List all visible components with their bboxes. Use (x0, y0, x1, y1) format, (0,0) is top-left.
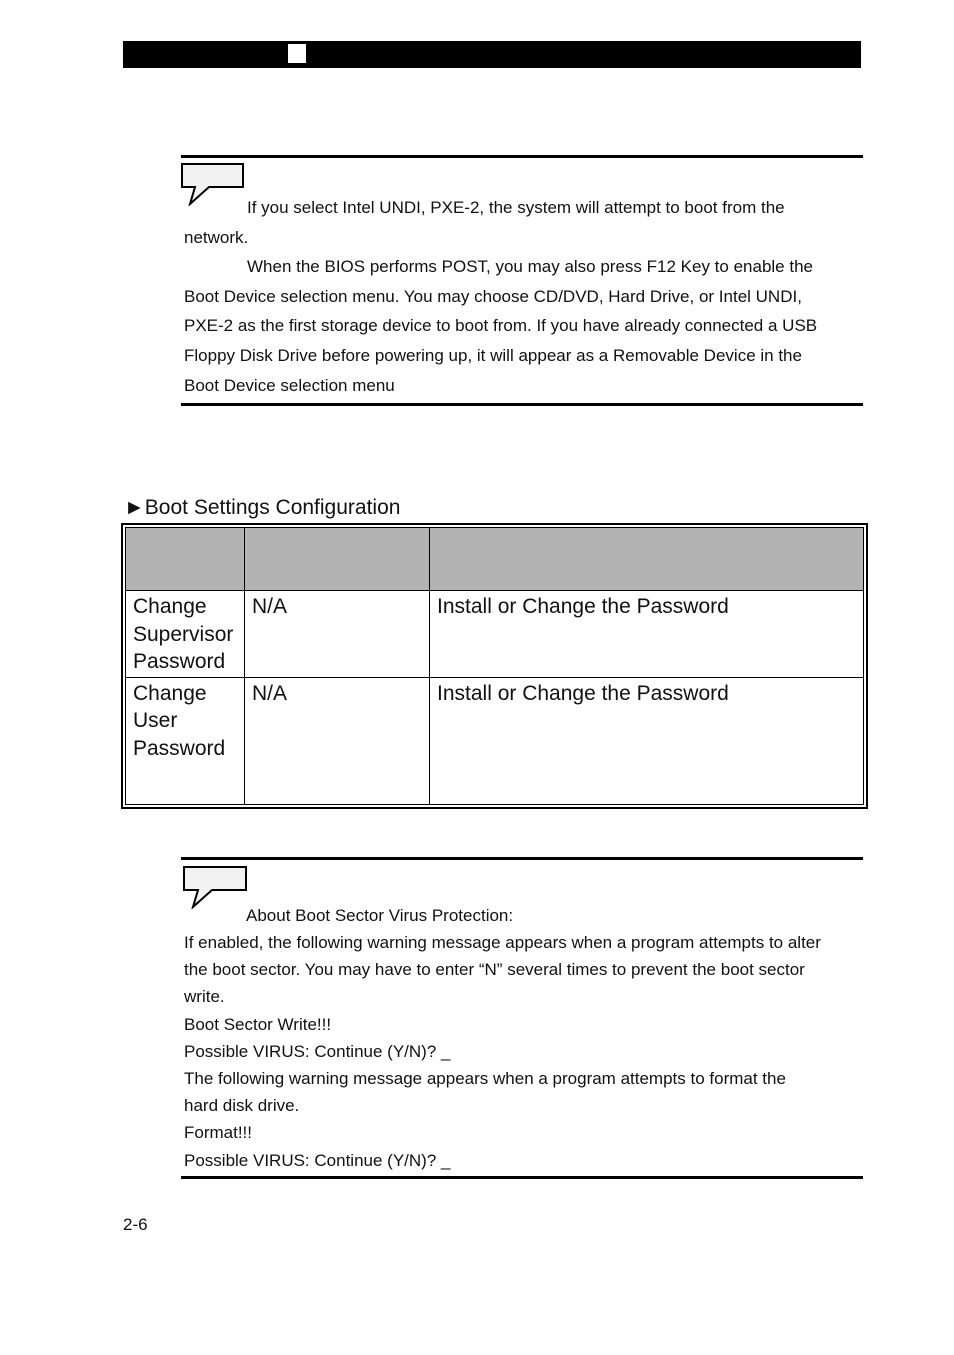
table-header-cell (245, 528, 430, 591)
table-cell-item: Change User Password (126, 677, 245, 804)
boot-settings-table (121, 523, 868, 809)
note-text: Floppy Disk Drive before powering up, it will appear as a Removable Device in the (184, 345, 802, 365)
table-cell-option: N/A (245, 591, 430, 678)
note-text: Possible VIRUS: Continue (Y/N)? _ (184, 1150, 451, 1170)
table-cell-description: Install or Change the Password (430, 677, 864, 804)
header-square-marker (288, 44, 306, 63)
note-text: Boot Device selection menu. You may choose CD/DVD, Hard Drive, or Intel UNDI, (184, 286, 802, 306)
speech-bubble-icon (181, 162, 245, 206)
table-header-row (126, 528, 864, 591)
note-text: The following warning message appears when a program attempts to format the (184, 1069, 786, 1089)
note-text: Boot Sector Write!!! (184, 1014, 332, 1034)
note-text: If you select Intel UNDI, PXE-2, the system will attempt to boot from the (247, 198, 785, 217)
note-text: hard disk drive. (184, 1096, 300, 1116)
note-text: Possible VIRUS: Continue (Y/N)? _ (184, 1041, 451, 1061)
note-text: When the BIOS performs POST, you may also press F12 Key to enable the (247, 257, 813, 277)
page-number: 2-6 (123, 1215, 148, 1234)
note-text: Boot Device selection menu (184, 375, 395, 395)
note-box-virus-protection (181, 857, 863, 1179)
note-box-network-boot (181, 155, 863, 406)
note-text: Format!!! (184, 1123, 253, 1143)
note-heading: About Boot Sector Virus Protection: (246, 906, 514, 925)
speech-bubble-icon (181, 865, 249, 909)
table-cell-option: N/A (245, 677, 430, 804)
note-text: write. (184, 987, 225, 1007)
table-row (126, 677, 864, 804)
table-row (126, 591, 864, 678)
table-cell-description: Install or Change the Password (430, 591, 864, 678)
header-bar (123, 41, 861, 68)
note-text: PXE-2 as the first storage device to boot from. If you have already connected a USB (184, 316, 818, 336)
table-cell-item: Change Supervisor Password (126, 591, 245, 678)
section-title: ►Boot Settings Configuration (124, 496, 401, 519)
table-header-cell (430, 528, 864, 591)
note-text: the boot sector. You may have to enter “N” several times to prevent the boot sector (184, 960, 805, 980)
note-bottom-rule (181, 403, 863, 406)
table-header-cell (126, 528, 245, 591)
note-text: If enabled, the following warning message appears when a program attempts to alter (184, 933, 821, 952)
note-text: network. (184, 227, 249, 247)
note-bottom-rule (181, 1176, 863, 1179)
